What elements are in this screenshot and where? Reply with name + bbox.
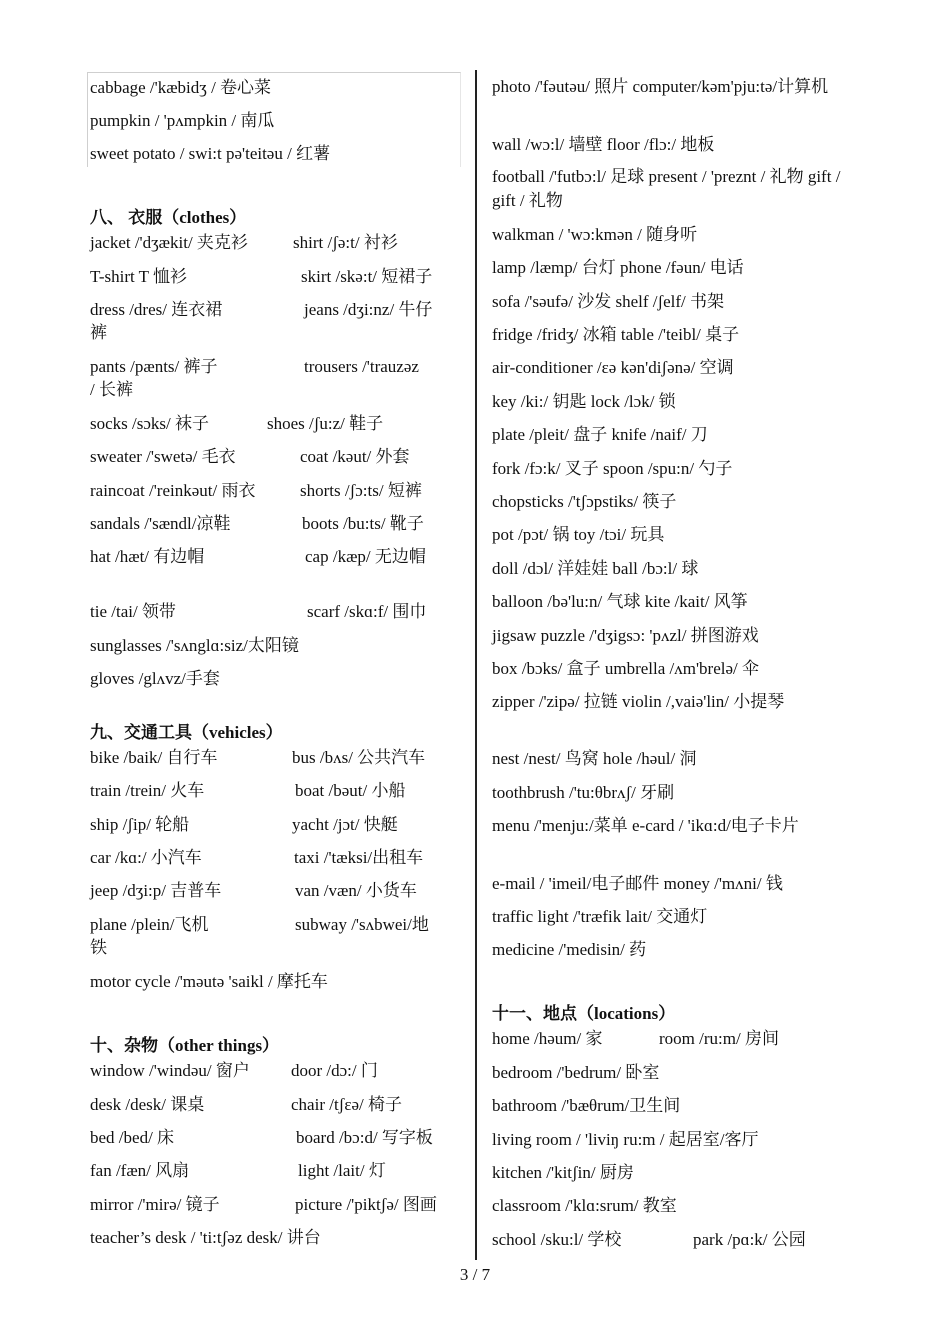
vocab-entry: boat /bəut/ 小船 (295, 781, 406, 800)
vocab-entry: subway /'sʌbwei/地 (295, 915, 429, 934)
vocab-entry: sweater /'swetə/ 毛衣 (90, 447, 236, 466)
vocab-entry: toothbrush /'tu:θbrʌʃ/ 牙刷 (492, 783, 675, 802)
vocab-entry: wall /wɔ:l/ 墙壁 floor /flɔ:/ 地板 (492, 135, 715, 154)
vocab-entry: school /sku:l/ 学校 (492, 1230, 622, 1249)
vocab-entry: hat /hæt/ 有边帽 (90, 547, 205, 566)
vocab-entry: gloves /glʌvz/手套 (90, 669, 220, 688)
vocab-entry: 裤 (90, 323, 107, 342)
vocab-entry: home /həum/ 家 (492, 1029, 603, 1048)
vocab-entry: cap /kæp/ 无边帽 (305, 547, 426, 566)
vocab-entry: jeep /dʒi:p/ 吉普车 (90, 881, 222, 900)
vocab-entry: shoes /ʃu:z/ 鞋子 (267, 414, 384, 433)
vocab-entry: kitchen /'kitʃin/ 厨房 (492, 1163, 634, 1182)
vocab-entry: doll /dɔl/ 洋娃娃 ball /bɔ:l/ 球 (492, 559, 699, 578)
vocab-entry: photo /'fəutəu/ 照片 computer/kəm'pju:tə/计算机 (492, 77, 829, 96)
vocab-entry: sofa /'səufə/ 沙发 shelf /ʃelf/ 书架 (492, 292, 725, 311)
vocab-entry: T-shirt T 恤衫 (90, 267, 187, 286)
vocab-entry: desk /desk/ 课桌 (90, 1095, 205, 1114)
vocab-entry: fork /fɔ:k/ 叉子 spoon /spu:n/ 勺子 (492, 459, 733, 478)
vocab-entry: football /'futbɔ:l/ 足球 present / 'preznt / 礼物 gift / gift / 礼物 (492, 167, 841, 210)
vocab-entry: raincoat /'reinkəut/ 雨衣 (90, 481, 256, 500)
vocab-entry: pumpkin / 'pʌmpkin / 南瓜 (90, 111, 275, 130)
vocab-entry: traffic light /'træfik lait/ 交通灯 (492, 907, 708, 926)
vocab-entry: teacher’s desk / 'ti:tʃəz desk/ 讲台 (90, 1228, 321, 1247)
vocab-entry: light /lait/ 灯 (298, 1161, 386, 1180)
vocab-entry: key /ki:/ 钥匙 lock /lɔk/ 锁 (492, 392, 676, 411)
vocab-entry: zipper /'zipə/ 拉链 violin /,vaiə'lin/ 小提琴 (492, 692, 785, 711)
vocab-entry: pot /pɔt/ 锅 toy /tɔi/ 玩具 (492, 525, 665, 544)
vocab-entry: mirror /'mirə/ 镜子 (90, 1195, 220, 1214)
vocab-entry: tie /tai/ 领带 (90, 602, 176, 621)
vocab-entry: jigsaw puzzle /'dʒigsɔ: 'pʌzl/ 拼图游戏 (492, 626, 759, 645)
vocab-entry: sandals /'sændl/凉鞋 (90, 514, 231, 533)
vocab-entry: walkman / 'wɔ:kmən / 随身听 (492, 225, 698, 244)
vocab-entry: plane /plein/飞机 (90, 915, 209, 934)
vocab-entry: coat /kəut/ 外套 (300, 447, 410, 466)
vocab-entry: chair /tʃεə/ 椅子 (291, 1095, 402, 1114)
section-heading-locations: 十一、地点（locations） (492, 1004, 676, 1023)
vocab-entry: car /kɑ:/ 小汽车 (90, 848, 202, 867)
column-divider (475, 70, 477, 1260)
vocab-entry: shorts /ʃɔ:ts/ 短裤 (300, 481, 422, 500)
vocab-entry: socks /sɔks/ 袜子 (90, 414, 209, 433)
vocab-entry: ship /ʃip/ 轮船 (90, 815, 190, 834)
vocab-entry: fridge /fridʒ/ 冰箱 table /'teibl/ 桌子 (492, 325, 740, 344)
vocab-entry: taxi /'tæksi/出租车 (294, 848, 424, 867)
vocab-entry: van /væn/ 小货车 (295, 881, 417, 900)
vocab-entry: park /pɑ:k/ 公园 (693, 1230, 806, 1249)
vocab-entry: jeans /dʒi:nz/ 牛仔 (304, 300, 433, 319)
vocab-entry: boots /bu:ts/ 靴子 (302, 514, 424, 533)
vocab-entry: shirt /ʃə:t/ 衬衫 (293, 233, 398, 252)
vocab-entry: train /trein/ 火车 (90, 781, 205, 800)
vocab-entry: board /bɔ:d/ 写字板 (296, 1128, 433, 1147)
vocab-entry: picture /'piktʃə/ 图画 (295, 1195, 437, 1214)
vocab-entry: living room / 'liviŋ ru:m / 起居室/客厅 (492, 1130, 759, 1149)
vocab-entry: 铁 (90, 938, 107, 957)
vocab-entry: balloon /bə'lu:n/ 气球 kite /kait/ 风筝 (492, 592, 748, 611)
vocab-entry: bus /bʌs/ 公共汽车 (292, 748, 426, 767)
vocab-entry: menu /'menju:/菜单 e-card / 'ikɑ:d/电子卡片 (492, 816, 799, 835)
vocab-entry: scarf /skɑ:f/ 围巾 (307, 602, 427, 621)
vocab-entry: medicine /'medisin/ 药 (492, 940, 647, 959)
vocab-entry: dress /dres/ 连衣裙 (90, 300, 223, 319)
section-heading-clothes: 八、 衣服（clothes） (90, 208, 247, 227)
vocab-entry: jacket /'dʒækit/ 夹克衫 (90, 233, 248, 252)
vocab-entry: bike /baik/ 自行车 (90, 748, 218, 767)
vocab-entry: bed /bed/ 床 (90, 1128, 175, 1147)
section-heading-vehicles: 九、交通工具（vehicles） (90, 723, 283, 742)
vocab-entry: box /bɔks/ 盒子 umbrella /ʌm'brelə/ 伞 (492, 659, 759, 678)
vocab-entry: pants /pænts/ 裤子 (90, 357, 218, 376)
vocab-entry: skirt /skə:t/ 短裙子 (301, 267, 433, 286)
vocab-entry: room /ru:m/ 房间 (659, 1029, 779, 1048)
vocab-entry: motor cycle /'məutə 'saikl / 摩托车 (90, 972, 328, 991)
vocab-entry: plate /pleit/ 盘子 knife /naif/ 刀 (492, 425, 708, 444)
vocab-entry: / 长裤 (90, 380, 133, 399)
vocab-entry: fan /fæn/ 风扇 (90, 1161, 190, 1180)
vocab-entry: nest /nest/ 鸟窝 hole /həul/ 洞 (492, 749, 697, 768)
vocab-entry: classroom /'klɑ:srum/ 教室 (492, 1196, 677, 1215)
vocab-entry: chopsticks /'tʃɔpstiks/ 筷子 (492, 492, 677, 511)
vocab-entry: sunglasses /'sʌnglɑ:siz/太阳镜 (90, 636, 299, 655)
vocab-entry: e-mail / 'imeil/电子邮件 money /'mʌni/ 钱 (492, 874, 783, 893)
vocab-entry: trousers /'trauzəz (304, 357, 419, 376)
vocab-entry: yacht /jɔt/ 快艇 (292, 815, 398, 834)
vocab-entry: air-conditioner /εə kən'diʃənə/ 空调 (492, 358, 734, 377)
vocab-entry: lamp /læmp/ 台灯 phone /fəun/ 电话 (492, 258, 744, 277)
vocab-entry: bathroom /'bæθrum/卫生间 (492, 1096, 681, 1115)
vocab-entry: sweet potato / swi:t pə'teitəu / 红薯 (90, 144, 331, 163)
section-heading-other-things: 十、杂物（other things） (90, 1036, 280, 1055)
vocab-entry: bedroom /'bedrum/ 卧室 (492, 1063, 660, 1082)
page-number: 3 / 7 (459, 1265, 491, 1284)
vocab-entry: cabbage /'kæbidʒ / 卷心菜 (90, 78, 272, 97)
vocab-entry: window /'windəu/ 窗户 (90, 1061, 250, 1080)
vocab-entry: door /dɔ:/ 门 (291, 1061, 378, 1080)
